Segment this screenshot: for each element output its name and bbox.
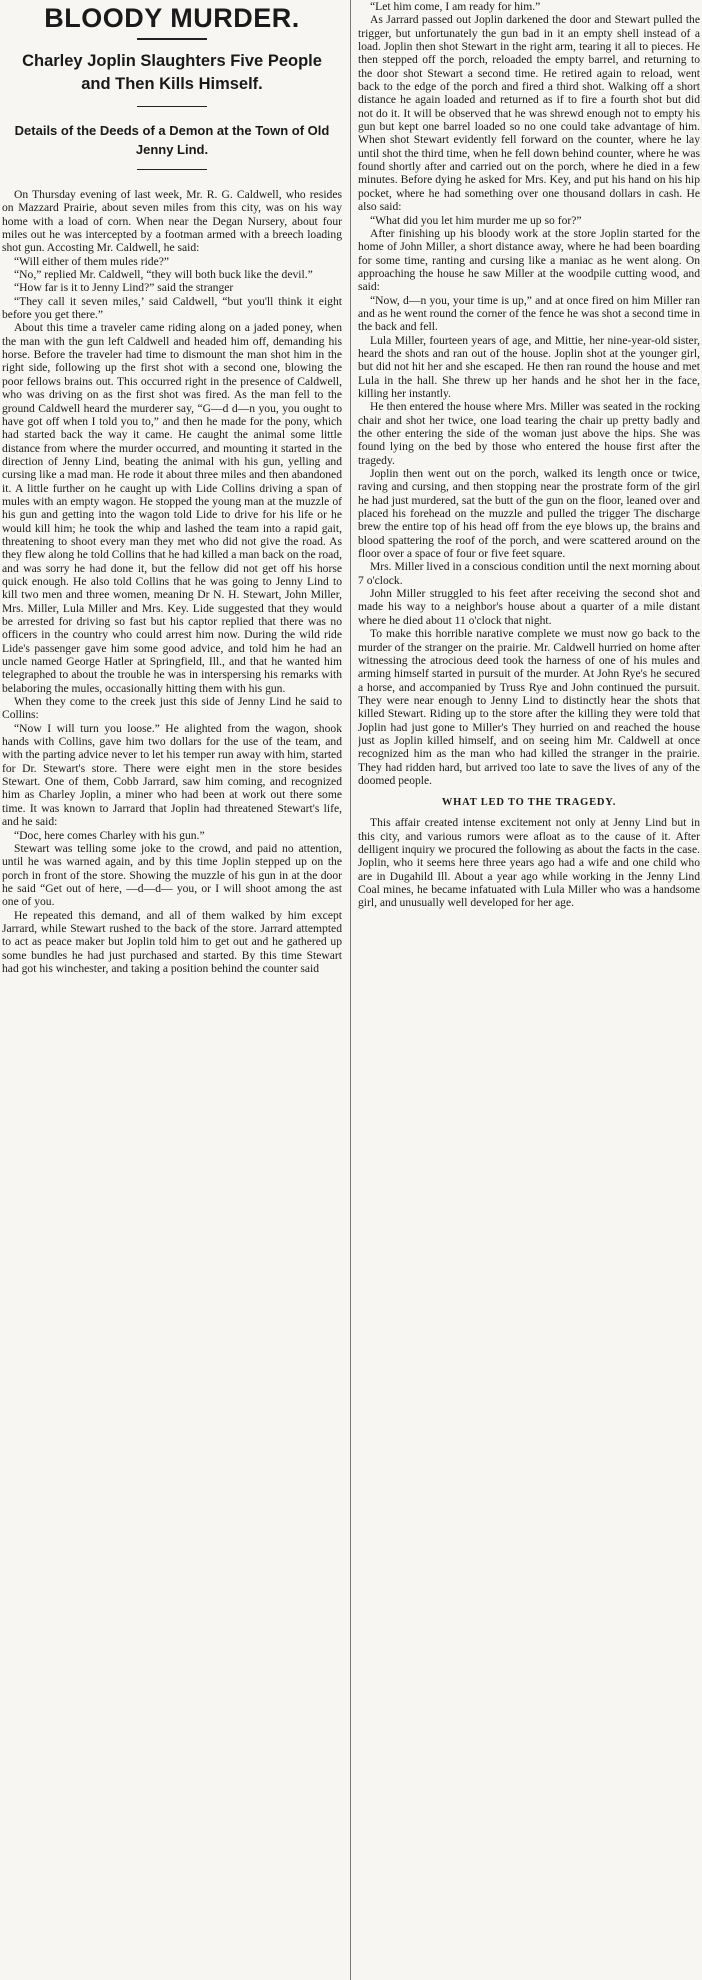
article-paragraph: “No,” replied Mr. Caldwell, “they will both buck like the devil.” (14, 268, 313, 282)
article-paragraph: As Jarrard passed out Joplin darkened the door and Stewart pulled the trigger, but unfortunately the gun bad in it an empty shell instead of a load. Joplin then shot Stewart in the right arm, tearing it all to pieces. He then stepped off the porch, reloaded the empty barrel, and returning to the door shot Stewart a second time. He retired again to reload, went back to the edge of the porch and fired a third shot. Walking off a short distance he again loaded and returned as if to fire a fourth shot but did not do it. It will be observed that he was shrewd enough not to empty his gun but kept one barrel loaded so no one could take advantage of him. When shot Stewart evidently fell forward on the counter, where he lay until shot the third time, when he fell down behind counter, where he was found shortly after and carried out on the porch, where he died in a few minutes. Before dying he asked for Mrs. Key, and put his hand on his hip pocket, where he had something over one thousand dollars in cash. He also said: (358, 13, 700, 214)
article-paragraph: When they come to the creek just this side of Jenny Lind he said to Collins: (2, 695, 342, 722)
article-paragraph: To make this horrible narative complete we must now go back to the murder of the stranger on the prairie. Mr. Caldwell hurried on home after witnessing the atrocious deed took the harness of one of his mules and arming himself started in pursuit of the murder. At John Rye's he secured a horse, and accompanied by Truss Rye and John continued the pursuit. They were near enough to Jenny Lind to distinctly hear the shots that killed Stewart. Riding up to the store after the killing they were told that Joplin had just gone to Miller's They hurried on and reached the house just as Joplin killed himself, and on seeing him Mr. Caldwell at once recognized him as the man who had killed the stranger in the prairie. They had ridden hard, but arrived too late to save the lives of any of the doomed people. (358, 627, 700, 787)
article-paragraph: “Now, d—n you, your time is up,” and at once fired on him Miller ran and as he went round the corner of the fence he was shot a second time in the back and fell. (358, 293, 700, 334)
subheadline: Charley Joplin Slaughters Five People and Then Kills Himself. (22, 52, 322, 93)
article-paragraph: After finishing up his bloody work at the store Joplin started for the home of John Miller, a short distance away, where he had been boarding for some time, ranting and cursing like a maniac as he went along. On approaching the house he saw Miller at the woodpile cutting wood, and said: (358, 226, 700, 294)
article-paragraph: He then entered the house where Mrs. Miller was seated in the rocking chair and shot her twice, one load tearing the chair up pretty badly and the other entering the side of the woman just above the hips. She was found lying on the bed by those who entered the house first after the tragedy. (358, 400, 700, 467)
left-article-body (2, 188, 342, 975)
deck-rule (137, 169, 207, 170)
article-paragraph: “Will either of them mules ride?” (14, 254, 170, 268)
article-paragraph: He repeated this demand, and all of them walked by him except Jarrard, while Stewart rushed to the back of the store. Jarrard attempted to act as peace maker but Joplin told him to get out and he gathered up some bundles he had just purchased and started. By this time Stewart had got his winchester, and taking a position behind the counter said (2, 908, 342, 975)
article-paragraph: John Miller struggled to his feet after receiving the second shot and made his way to a neighbor's house about a quarter of a mile distant where he died about 11 o'clock that night. (358, 587, 700, 627)
article-paragraph: This affair created intense excitement not only at Jenny Lind but in this city, and various rumors were afloat as to the cause of it. After delligent inquiry we procured the following as about the facts in the case. Joplin, who it seems here three years ago had a wife and one child who are in Dugahild Ill. About a year ago while working in the Jenny Lind Coal mines, he became infatuated with Lula Miller who was a handsome girl, and unusually well developed for her age. (358, 816, 700, 910)
column-divider (350, 0, 351, 1980)
article-paragraph: “How far is it to Jenny Lind?” said the stranger (14, 281, 234, 295)
article-paragraph: Lula Miller, fourteen years of age, and Mittie, her nine-year-old sister, heard the shots and ran out of the house. Joplin shot at the younger girl, but did not hit her and she escaped. He then ran round the house and met Lula in the hall. She threw up her hands and he shot her in the face, killing her instantly. (358, 333, 700, 400)
article-paragraph: Stewart was telling some joke to the crowd, and paid no attention, until he was warned again, and by this time Joplin stepped up on the porch in front of the store. Showing the muzzle of his gun in at the door he said “Get out of here, —d—d— you, or I will shoot among the ast one of you. (2, 841, 342, 909)
article-paragraph: About this time a traveler came riding along on a jaded poney, when the man with the gun left Caldwell and headed him off, demanding his horse. Before the traveler had time to dismount the man shot him in the right side, following up the first shot with a second one, blowing the poor fellows brains out. This occurred right in the presence of Caldwell, who was driving on as the first shot was fired. As the man fell to the ground Caldwell heard the murderer say, “G—d d—n you, you ought to have got off when I told you to,” and then he made for the pony, which had started back the way it came. He caught the animal some little distance from where the murder occurred, and mounting it started in the direction of Jenny Lind, beating the animal with his gun, yelling and cursing like a mad man. He rode it about three miles and then abandoned it. A little further on he caught up with Lide Collins driving a span of mules with an empty wagon. He stopped the young man at the muzzle of his gun and getting into the wagon told Lide to drive for his life or he would kill him; he took the whip and lashed the team into a rapid gait, threatening to shoot every man they met who did not give the road. As they flew along he told Collins that he had killed a man back on the road, and was sorry he had done it, but the fellow did not get off his horse quick enough. He also told Collins that he was going to Jenny Lind to kill two men and three women, meaning Dr N. H. Stewart, John Miller, Mrs. Miller, Lula Miller and Mrs. Key. Lide suggested that they would be arrested for driving so fast but his captor replied that there was no officers in the country who could arrest him now. During the wild ride Lide's passenger gave him some good advice, and told him he had an uncle named George Hatler at Springfield, Ill., and that he wanted him telegraphed to about the trouble he was in interspersing his remarks with belaboring the mules, occasionally hitting them with his gun. (2, 321, 342, 695)
article-paragraph: Joplin then went out on the porch, walked its length once or twice, raving and cursing, and then stopping near the prostrate form of the girl he had just murdered, sat the butt of the gun on the floor, leaned over and placed his forehead on the muzzle and pulled the trigger The discharge brew the entire top of his head off from the eye blows up, the brains and blood spattering the roof of the porch, and were scattered around on the floor over a space of four or five feet square. (358, 467, 700, 561)
subhead-rule (137, 106, 207, 107)
article-paragraph: Mrs. Miller lived in a conscious condition until the next morning about 7 o'clock. (358, 560, 700, 587)
headline: BLOODY MURDER. (44, 3, 300, 33)
article-paragraph: “They call it seven miles,’ said Caldwell, “but you'll think it eight before you get there.” (2, 294, 342, 322)
article-paragraph: “What did you let him murder me up so for?” (370, 213, 582, 227)
headline-rule (137, 38, 207, 40)
section-title: WHAT LED TO THE TRAGEDY. (441, 797, 617, 809)
article-paragraph: “Let him come, I am ready for him.” (370, 0, 541, 13)
deck: Details of the Deeds of a Demon at the Town of Old Jenny Lind. (14, 123, 330, 157)
article-paragraph: On Thursday evening of last week, Mr. R. G. Caldwell, who resides on Mazzard Prairie, about seven miles from this city, was on his way home with a load of corn. When near the Degan Nursery, about four miles out he was intercepted by a footman armed with a breech loading shot gun. Accosting Mr. Caldwell, he said: (2, 188, 342, 255)
left-column (2, 0, 342, 975)
article-paragraph: “Doc, here comes Charley with his gun.” (14, 828, 205, 842)
right-column (358, 0, 700, 910)
article-paragraph: “Now I will turn you loose.” He alighted from the wagon, shook hands with Collins, gave him two dollars for the use of the team, and with the parting advice never to let his temper run away with him, started for Dr. Stewart's store. There were eight men in the store besides Stewart. One of them, Cobb Jarrard, saw him coming, and recognized him as Charley Joplin, a miner who had been at work out there some time. It was known to Jarrard that Joplin had threatened Stewart's life, and he said: (2, 721, 342, 829)
